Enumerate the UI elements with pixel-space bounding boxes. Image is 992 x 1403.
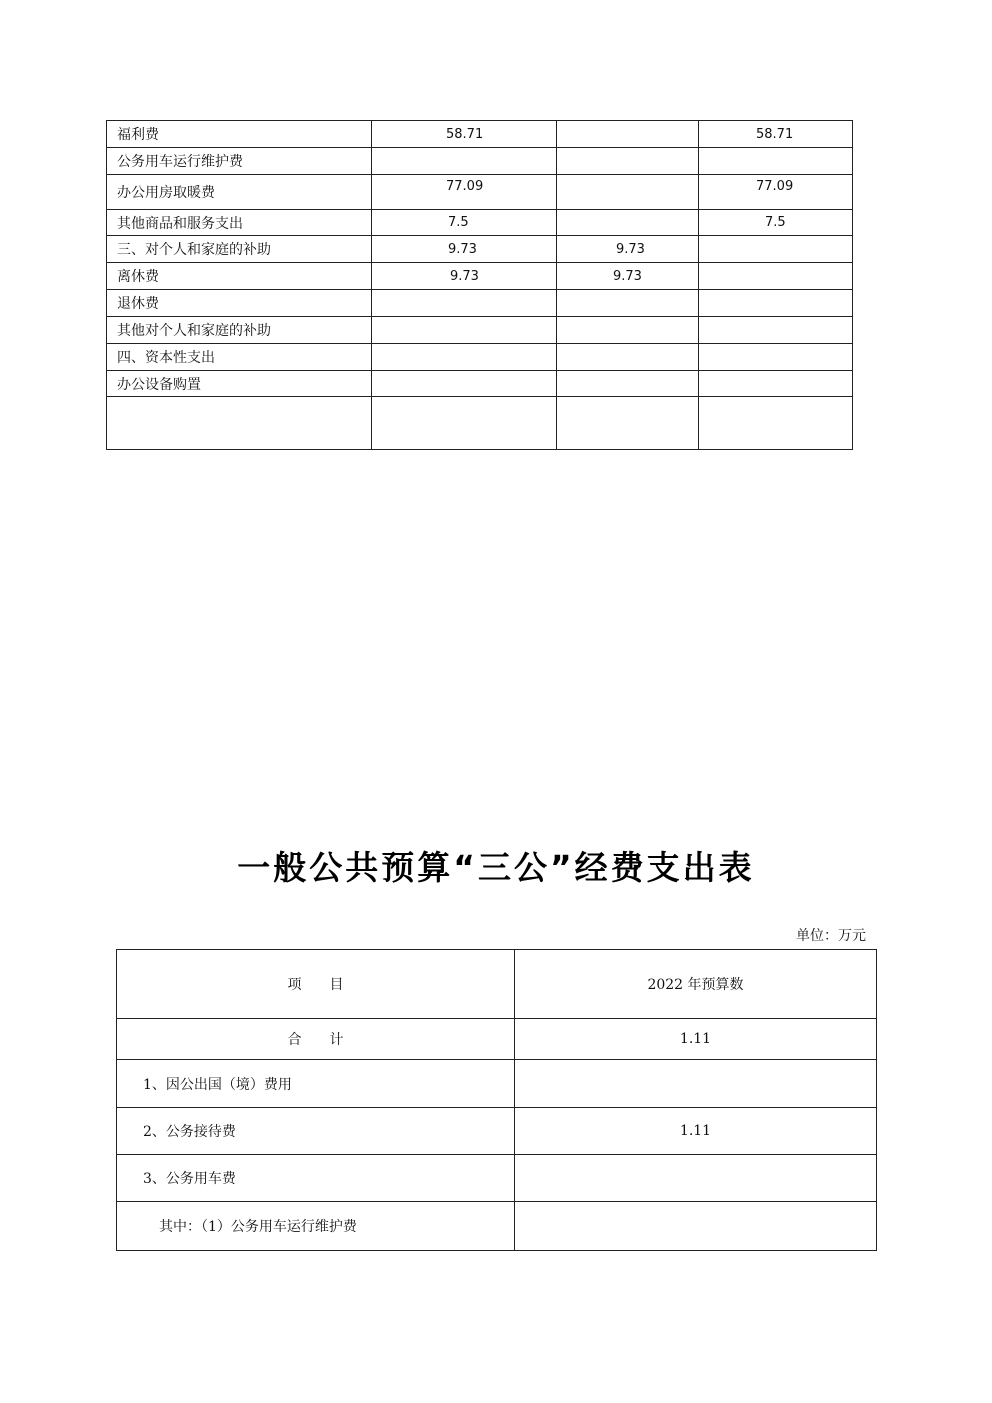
cell-value: 9.73 bbox=[557, 236, 699, 263]
table-row bbox=[107, 263, 853, 290]
table-row bbox=[107, 397, 853, 450]
cell-value bbox=[557, 175, 699, 210]
cell-value: 9.73 bbox=[372, 236, 557, 263]
table-row bbox=[107, 236, 853, 263]
cell-value bbox=[699, 148, 853, 175]
cell-value bbox=[372, 397, 557, 450]
cell-value bbox=[557, 210, 699, 236]
row-label: 三、对个人和家庭的补助 bbox=[107, 236, 372, 263]
page-title: 一般公共预算“三公”经费支出表 bbox=[237, 848, 755, 887]
cell-value bbox=[557, 290, 699, 317]
table-row bbox=[107, 148, 853, 175]
table-row bbox=[117, 1155, 877, 1202]
cell-value: 9.73 bbox=[557, 263, 699, 290]
cell-value bbox=[557, 344, 699, 371]
column-header-budget: 2022 年预算数 bbox=[515, 950, 877, 1019]
table-row bbox=[107, 210, 853, 236]
cell-value bbox=[372, 290, 557, 317]
expense-detail-table bbox=[106, 120, 853, 450]
cell-value bbox=[372, 371, 557, 397]
cell-value bbox=[699, 236, 853, 263]
column-header-item: 项 目 bbox=[117, 950, 515, 1019]
row-label: 办公设备购置 bbox=[107, 371, 372, 397]
total-label: 合 计 bbox=[117, 1019, 515, 1060]
table-row bbox=[107, 175, 853, 210]
table-row bbox=[107, 290, 853, 317]
cell-value bbox=[699, 263, 853, 290]
cell-value bbox=[557, 121, 699, 148]
row-label bbox=[107, 397, 372, 450]
row-label: 公务用车运行维护费 bbox=[107, 148, 372, 175]
row-label: 其他商品和服务支出 bbox=[107, 210, 372, 236]
cell-value: 7.5 bbox=[372, 210, 557, 236]
cell-value: 58.71 bbox=[699, 121, 853, 148]
table-row bbox=[107, 344, 853, 371]
total-value: 1.11 bbox=[515, 1019, 877, 1060]
row-label: 1、因公出国（境）费用 bbox=[117, 1060, 515, 1108]
table-row bbox=[117, 1108, 877, 1155]
cell-value bbox=[699, 397, 853, 450]
three-public-expenses-table bbox=[116, 949, 877, 1251]
cell-value bbox=[372, 148, 557, 175]
table-row bbox=[117, 1202, 877, 1251]
cell-value: 58.71 bbox=[372, 121, 557, 148]
cell-value: 7.5 bbox=[699, 210, 853, 236]
cell-value: 77.09 bbox=[372, 175, 557, 210]
row-value bbox=[515, 1155, 877, 1202]
table-row bbox=[107, 121, 853, 148]
cell-value bbox=[372, 317, 557, 344]
cell-value bbox=[372, 344, 557, 371]
table-total-row bbox=[117, 1019, 877, 1060]
cell-value bbox=[699, 290, 853, 317]
table-row bbox=[107, 317, 853, 344]
row-label: 四、资本性支出 bbox=[107, 344, 372, 371]
cell-value bbox=[557, 371, 699, 397]
row-value bbox=[515, 1202, 877, 1251]
row-label: 3、公务用车费 bbox=[117, 1155, 515, 1202]
row-label: 离休费 bbox=[107, 263, 372, 290]
cell-value bbox=[557, 397, 699, 450]
row-label: 退休费 bbox=[107, 290, 372, 317]
row-value bbox=[515, 1060, 877, 1108]
table-row bbox=[107, 371, 853, 397]
row-label: 福利费 bbox=[107, 121, 372, 148]
cell-value bbox=[699, 317, 853, 344]
table-row bbox=[117, 1060, 877, 1108]
table-header-row bbox=[117, 950, 877, 1019]
row-label: 其他对个人和家庭的补助 bbox=[107, 317, 372, 344]
row-label: 办公用房取暖费 bbox=[107, 175, 372, 210]
cell-value bbox=[699, 371, 853, 397]
unit-label: 单位：万元 bbox=[796, 928, 866, 944]
row-label: 2、公务接待费 bbox=[117, 1108, 515, 1155]
cell-value bbox=[557, 317, 699, 344]
cell-value: 9.73 bbox=[372, 263, 557, 290]
row-label: 其中：（1）公务用车运行维护费 bbox=[117, 1202, 515, 1251]
cell-value: 77.09 bbox=[699, 175, 853, 210]
row-value: 1.11 bbox=[515, 1108, 877, 1155]
cell-value bbox=[699, 344, 853, 371]
cell-value bbox=[557, 148, 699, 175]
